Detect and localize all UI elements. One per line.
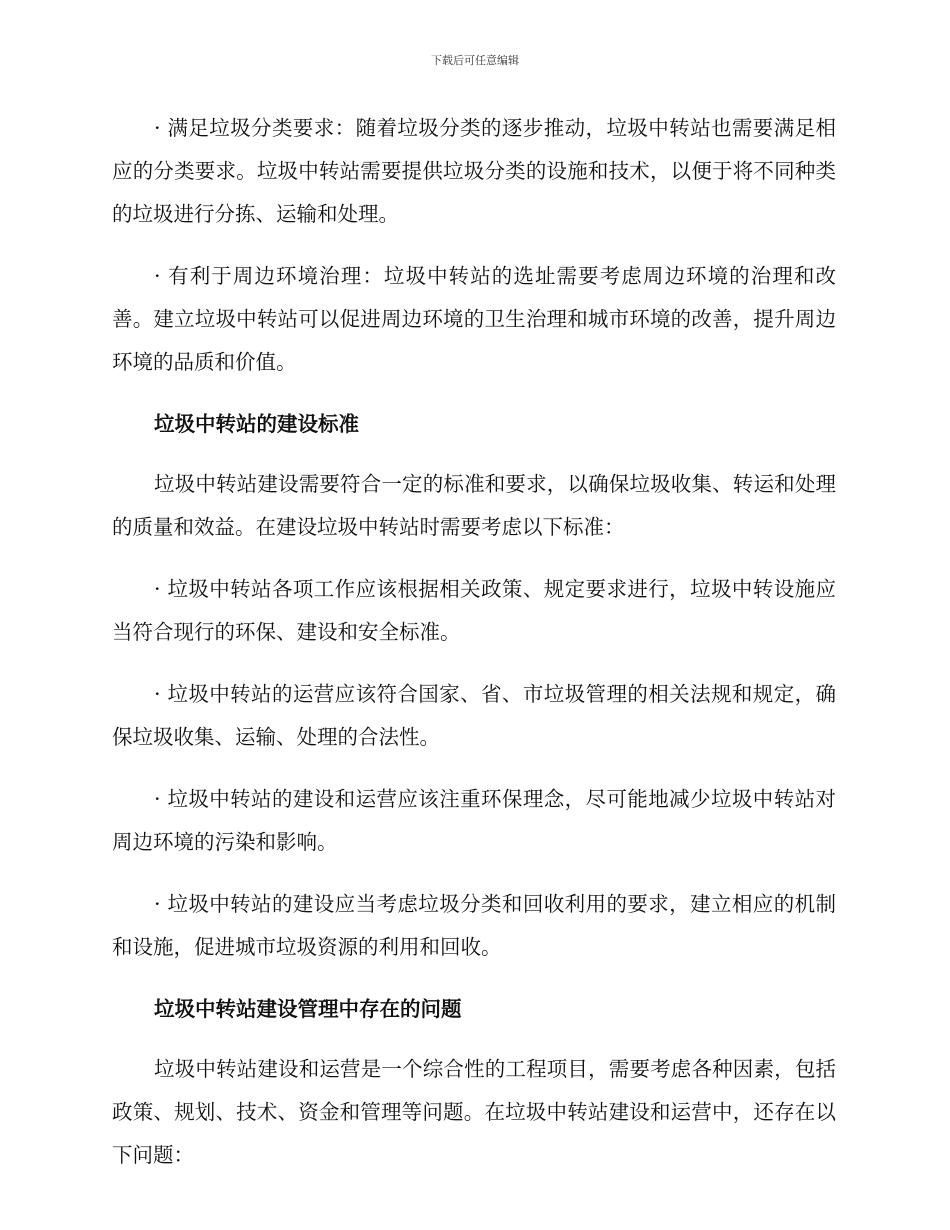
paragraph-waste-sorting: · 满足垃圾分类要求：随着垃圾分类的逐步推动，垃圾中转站也需要满足相应的分类要求。垃圾中转站需要提供垃圾分类的设施和技术，以便于将不同种类的垃圾进行分拣、运输和处理。 xyxy=(112,116,836,226)
paragraph-environment-governance: · 有利于周边环境治理：垃圾中转站的选址需要考虑周边环境的治理和改善。建立垃圾中转站可以促进周边环境的卫生治理和城市环境的改善，提升周边环境的品质和价值。 xyxy=(112,264,836,374)
paragraph-problems-intro: 垃圾中转站建设和运营是一个综合性的工程项目，需要考虑各种因素，包括政策、规划、技术、资金和管理等问题。在垃圾中转站建设和运营中，还存在以下问题： xyxy=(112,1057,836,1167)
paragraph-standard-policy: · 垃圾中转站各项工作应该根据相关政策、规定要求进行，垃圾中转设施应当符合现行的环保、建设和安全标准。 xyxy=(112,577,836,644)
paragraph-standards-intro: 垃圾中转站建设需要符合一定的标准和要求，以确保垃圾收集、转运和处理的质量和效益。在建设垃圾中转站时需要考虑以下标准： xyxy=(112,472,836,539)
page-header: 下载后可任意编辑 xyxy=(431,54,519,67)
paragraph-standard-legal: · 垃圾中转站的运营应该符合国家、省、市垃圾管理的相关法规和规定，确保垃圾收集、运输、处理的合法性。 xyxy=(112,682,836,749)
section-heading-construction-standards: 垃圾中转站的建设标准 xyxy=(154,412,359,436)
paragraph-standard-recycling: · 垃圾中转站的建设应当考虑垃圾分类和回收利用的要求，建立相应的机制和设施，促进城市垃圾资源的利用和回收。 xyxy=(112,892,836,959)
section-heading-existing-problems: 垃圾中转站建设管理中存在的问题 xyxy=(154,997,462,1021)
paragraph-standard-environment: · 垃圾中转站的建设和运营应该注重环保理念，尽可能地减少垃圾中转站对周边环境的污染和影响。 xyxy=(112,787,836,854)
document-body xyxy=(112,107,836,1196)
